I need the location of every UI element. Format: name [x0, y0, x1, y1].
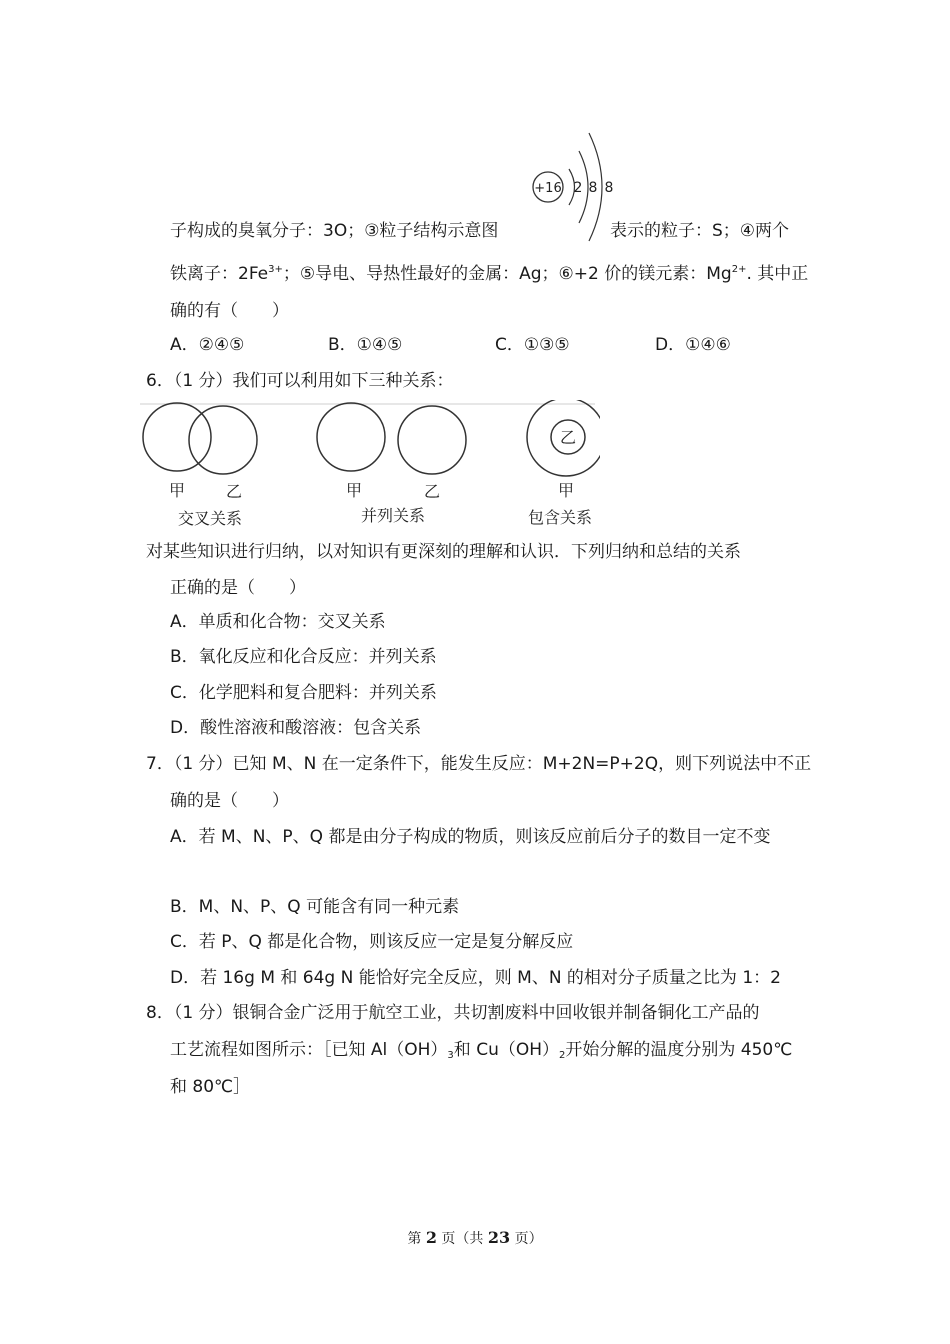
q8-line-2: [170, 1038, 792, 1062]
shell-electrons-3: 8: [604, 180, 614, 196]
cross-label-right: 乙: [225, 482, 243, 501]
contain-label-outer: 甲: [557, 481, 575, 500]
fe-charge: 3+: [268, 264, 283, 275]
q5-option-c: C．①③⑤: [495, 335, 570, 355]
footer-total-pages: 23: [487, 1228, 511, 1247]
q8-line-2b: 和 Cu（OH）: [453, 1040, 560, 1060]
q8-line-1: 8．（1 分）银铜合金广泛用于航空工业，共切割废料中回收银并制备铜化工产品的: [146, 1003, 760, 1023]
q8-line-3: 和 80℃］: [170, 1077, 251, 1097]
cross-circle-left: [143, 403, 211, 471]
footer-page-number: 2: [425, 1228, 437, 1247]
parallel-label-right: 乙: [423, 482, 441, 501]
nucleus-charge: +16: [534, 181, 562, 196]
q7-option-a: A．若 M、N、P、Q 都是由分子构成的物质，则该反应前后分子的数目一定不变: [170, 827, 771, 847]
footer-prefix: 第: [407, 1231, 426, 1247]
q7-line-2: 确的是（ ）: [170, 791, 289, 811]
parallel-circle-left: [317, 403, 385, 471]
shell-electrons-1: 2: [573, 180, 583, 196]
q5-line-1a: 子构成的臭氧分子：3O；③粒子结构示意图: [170, 221, 499, 241]
parallel-label-left: 甲: [345, 481, 363, 500]
q7-option-d: D．若 16g M 和 64g N 能恰好完全反应，则 M、N 的相对分子质量之比为 1：2: [170, 968, 781, 988]
q5-line-2: [170, 262, 808, 286]
mg-charge: 2+: [731, 264, 747, 275]
shell-electrons-2: 8: [588, 180, 598, 196]
cross-label-left: 甲: [168, 481, 186, 500]
q7-line-1: 7．（1 分）已知 M、N 在一定条件下，能发生反应：M+2N=P+2Q，则下列说法中不正: [146, 754, 812, 774]
q5-option-b: B．①④⑤: [328, 335, 403, 355]
q6-option-d: D．酸性溶液和酸溶液：包含关系: [170, 718, 422, 738]
relationship-diagram: [140, 400, 600, 535]
q6-option-b: B．氧化反应和化合反应：并列关系: [170, 647, 437, 667]
q8-line-2a: 工艺流程如图所示：［已知 Al（OH）: [170, 1040, 448, 1060]
q6-option-a: A．单质和化合物：交叉关系: [170, 612, 386, 632]
cross-circle-right: [189, 406, 257, 474]
footer-middle: 页（共: [436, 1231, 488, 1247]
q5-line-1b: 表示的粒子：S；④两个: [610, 221, 790, 241]
q5-line-2a: 铁离子：2Fe: [170, 264, 269, 284]
q6-line-3: 正确的是（ ）: [170, 578, 306, 598]
q5-option-a: A．②④⑤: [170, 335, 245, 355]
contain-caption: 包含关系: [527, 508, 593, 527]
parallel-circle-right: [398, 406, 466, 474]
contain-label-inner: 乙: [559, 428, 577, 447]
cu-oh-subscript: 2: [559, 1050, 566, 1061]
q7-option-b: B．M、N、P、Q 可能含有同一种元素: [170, 897, 460, 917]
cross-caption: 交叉关系: [177, 509, 243, 528]
q5-option-d: D．①④⑥: [655, 335, 731, 355]
q6-line-2: 对某些知识进行归纳，以对知识有更深刻的理解和认识．下列归纳和总结的关系: [146, 542, 741, 562]
q5-line-3: 确的有（ ）: [170, 301, 289, 321]
q6-option-c: C．化学肥料和复合肥料：并列关系: [170, 683, 437, 703]
page-footer: [0, 1228, 950, 1248]
parallel-caption: 并列关系: [360, 506, 426, 525]
q5-line-2c: . 其中正: [746, 264, 809, 284]
al-oh-subscript: 3: [447, 1050, 454, 1061]
q8-line-2c: 开始分解的温度分别为 450℃: [565, 1040, 793, 1060]
footer-suffix: 页）: [510, 1231, 543, 1247]
q5-line-2b: ；⑤导电、导热性最好的金属：Ag；⑥+2 价的镁元素：Mg: [282, 264, 732, 284]
q7-option-c: C．若 P、Q 都是化合物，则该反应一定是复分解反应: [170, 932, 574, 952]
q6-stem: 6．（1 分）我们可以利用如下三种关系：: [146, 371, 454, 391]
